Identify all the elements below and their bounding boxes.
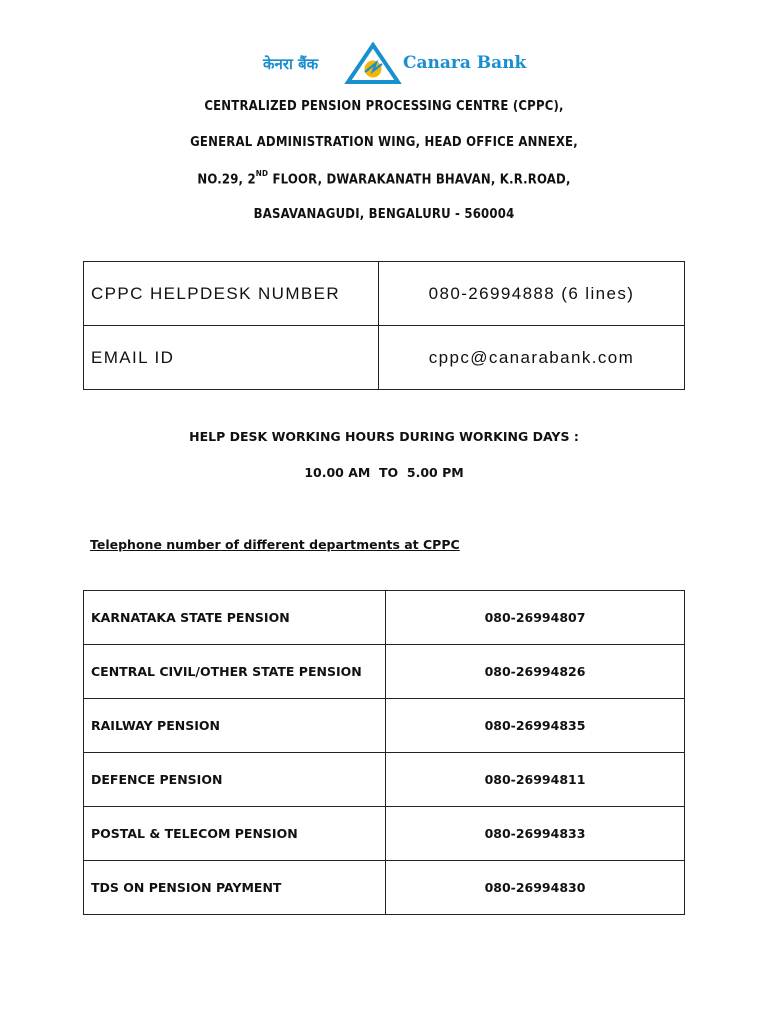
department-phone: 080-26994833 (386, 807, 685, 861)
departments-table (83, 590, 685, 915)
address-line-4: BASAVANAGUDI, BENGALURU - 560004 (253, 207, 515, 222)
address-line-3 (0, 171, 768, 187)
department-name: CENTRAL CIVIL/OTHER STATE PENSION (84, 645, 386, 699)
working-hours-time: 10.00 AM TO 5.00 PM (304, 465, 464, 480)
department-phone: 080-26994835 (386, 699, 685, 753)
table-row (84, 807, 685, 861)
department-phone: 080-26994807 (386, 591, 685, 645)
department-phone: 080-26994811 (386, 753, 685, 807)
helpdesk-table (83, 261, 685, 390)
helpdesk-label-email: EMAIL ID (84, 326, 379, 390)
address-line-3-suffix: FLOOR, DWARAKANATH BHAVAN, K.R.ROAD, (268, 172, 571, 188)
address-line-2: GENERAL ADMINISTRATION WING, HEAD OFFICE ANNEXE, (190, 135, 578, 150)
department-name: POSTAL & TELECOM PENSION (84, 807, 386, 861)
address-line-3-prefix: NO.29, 2 (197, 172, 256, 188)
working-hours-title: HELP DESK WORKING HOURS DURING WORKING DAYS : (189, 429, 579, 444)
address-line-3-superscript: ND (255, 169, 269, 178)
helpdesk-row-email (84, 326, 685, 390)
department-phone: 080-26994830 (386, 861, 685, 915)
logo-english-name: Canara Bank (403, 53, 527, 73)
departments-heading: Telephone number of different departments at CPPC (90, 537, 460, 552)
canara-bank-emblem-icon (343, 42, 403, 86)
department-name: KARNATAKA STATE PENSION (84, 591, 386, 645)
department-name: DEFENCE PENSION (84, 753, 386, 807)
helpdesk-value-email: cppc@canarabank.com (379, 326, 685, 390)
canara-bank-logo (263, 42, 527, 86)
department-phone: 080-26994826 (386, 645, 685, 699)
table-row (84, 861, 685, 915)
helpdesk-label-phone: CPPC HELPDESK NUMBER (84, 262, 379, 326)
helpdesk-value-phone: 080-26994888 (6 lines) (379, 262, 685, 326)
address-line-1: CENTRALIZED PENSION PROCESSING CENTRE (CPPC), (204, 99, 564, 114)
table-row (84, 753, 685, 807)
table-row (84, 699, 685, 753)
department-name: TDS ON PENSION PAYMENT (84, 861, 386, 915)
table-row (84, 591, 685, 645)
helpdesk-row-phone (84, 262, 685, 326)
logo-hindi-name: केनरा बैंक (263, 55, 319, 73)
department-name: RAILWAY PENSION (84, 699, 386, 753)
table-row (84, 645, 685, 699)
